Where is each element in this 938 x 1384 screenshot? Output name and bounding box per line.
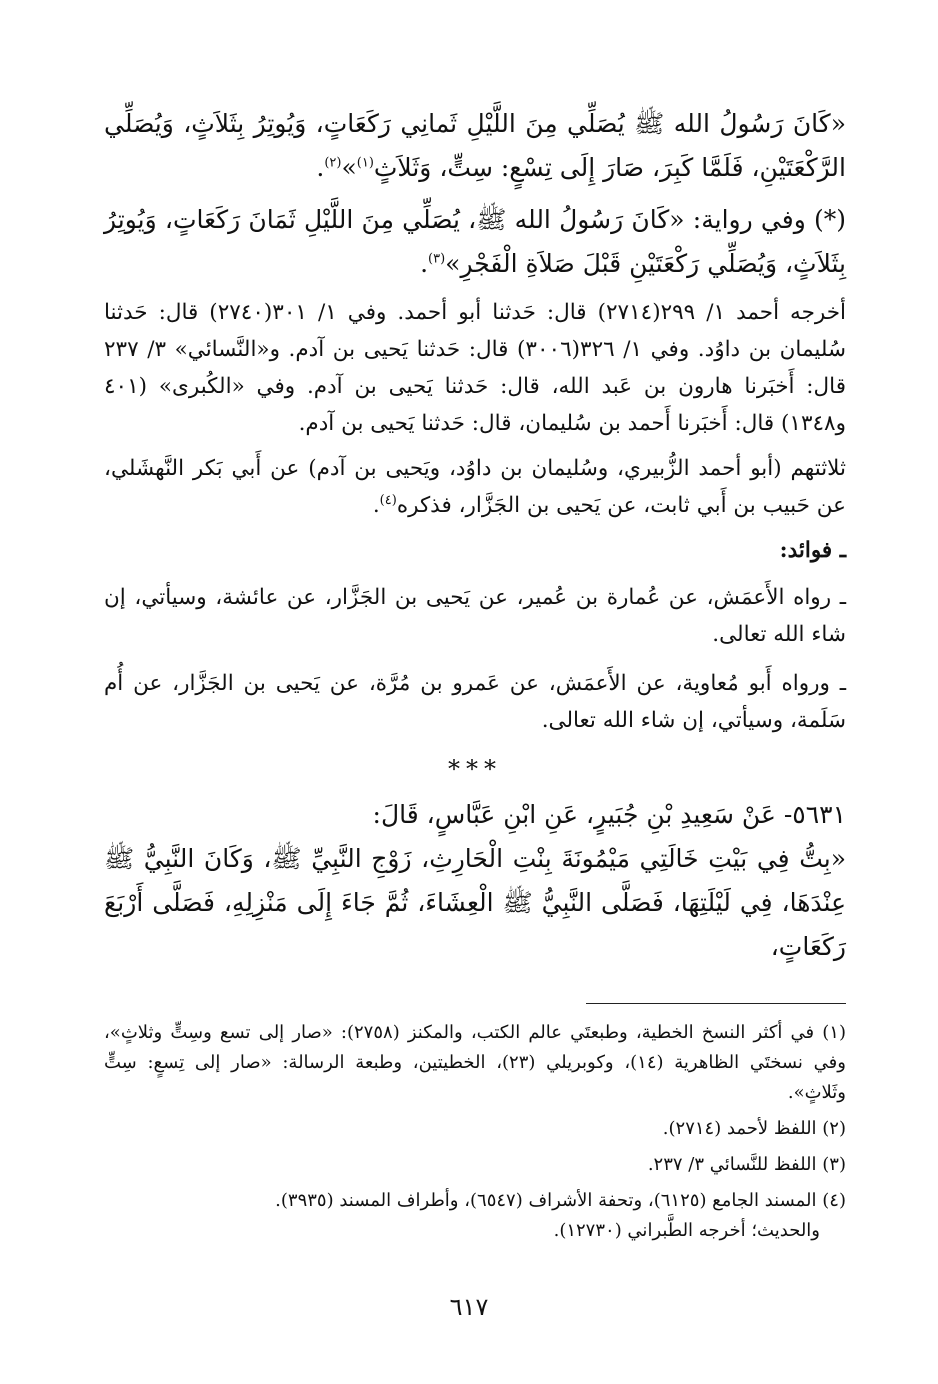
riwaya-main: (*) وفي رواية: «كَانَ رَسُولُ الله ﷺ، يُصَلِّي مِنَ اللَّيْلِ ثَمَانَ رَكَعَاتٍ، وَيُوتِرُ بِثَلاَثٍ، وَيُصَلِّي رَكْعَتَيْنِ قَبْلَ صَلاَةِ الْفَجْرِ» bbox=[104, 205, 846, 278]
faida-item-1: ـ رواه الأَعمَش، عن عُمارة بن عُمير، عن يَحيى بن الجَزَّار، عن عائشة، وسيأتي، إن شاء الله تعالى. bbox=[104, 585, 846, 647]
next-hadith-text: «بِتُّ فِي بَيْتِ خَالَتِي مَيْمُونَةَ بِنْتِ الْحَارِثِ، زَوْجِ النَّبِيِّ ﷺ، وَكَانَ النَّبِيُّ ﷺ عِنْدَهَا، فِي لَيْلَتِهَا، فَصَلَّى النَّبِيُّ ﷺ الْعِشَاءَ، ثُمَّ جَاءَ إِلَى مَنْزِلِهِ، فَصَلَّى أَرْبَعَ رَكَعَاتٍ، bbox=[104, 844, 846, 961]
isnad-paragraph bbox=[104, 450, 846, 524]
isnad-period: . bbox=[372, 493, 380, 518]
footnote-marker-2[interactable]: (٢) bbox=[324, 155, 342, 171]
hadith-period: . bbox=[316, 153, 325, 182]
footnote-4-continuation: والحديث؛ أخرجه الطَّبراني (١٢٧٣٠). bbox=[553, 1220, 820, 1241]
takhrij-paragraph: أخرجه أحمد ١/ ٢٩٩(٢٧١٤) قال: حَدثنا أبو أحمد. وفي ١/ ٣٠١(٢٧٤٠) قال: حَدثنا سُليمان بن داوُد. وفي ١/ ٣٢٦(٣٠٠٦) قال: حَدثنا يَحيى بن آدم. و«النَّسائي» ٣/ ٢٣٧ قال: أَخبَرنا هارون بن عَبد الله، قال: حَدثنا يَحيى بن آدم. وفي «الكُبرى» (٤٠١ و١٣٤٨) قال: أَخبَرنا أَحمد بن سُليمان، قال: حَدثنا يَحيى بن آدم. bbox=[104, 300, 847, 436]
hadith-number-heading: ٥٦٣١- عَنْ سَعِيدِ بْنِ جُبَيرٍ، عَنِ ابْنِ عَبَّاسٍ، قَالَ: bbox=[372, 800, 846, 829]
section-separator: *** bbox=[448, 755, 502, 783]
footnote-4: (٤) المسند الجامع (٦١٢٥)، وتحفة الأشراف (٦٥٤٧)، وأطراف المسند (٣٩٣٥). bbox=[275, 1190, 846, 1211]
footnote-3: (٣) اللفظ للنَّسائي ٣/ ٢٣٧. bbox=[647, 1154, 846, 1175]
footnote-marker-1[interactable]: (١) bbox=[356, 155, 374, 171]
footnote-divider bbox=[586, 1003, 846, 1004]
hadith-text bbox=[104, 102, 846, 190]
faida-item-2: ـ ورواه أَبو مُعاوية، عن الأَعمَش، عن عَمرو بن مُرَّة، عن يَحيى بن الجَزَّار، عن أُم سَلَمة، وسيأتي، إن شاء الله تعالى. bbox=[104, 671, 846, 733]
fawaid-heading: ـ فوائد: bbox=[779, 538, 846, 563]
footnotes-section bbox=[104, 1018, 846, 1252]
riwaya-period: . bbox=[420, 249, 429, 278]
hadith-close-quote: » bbox=[341, 153, 357, 182]
riwaya-text bbox=[104, 198, 846, 286]
footnote-1: (١) في أكثر النسخ الخطية، وطبعتَي عالم الكتب، والمكنز (٢٧٥٨): «صار إلى تسع وسِتٍّ وثلاثٍ»، وفي نسختَي الظاهرية (١٤)، وكوبريلي (٢٣)، الخطيتين، وطبعة الرسالة: «صار إلى تِسعٍ: سِتٍّ وثَلاثٍ». bbox=[104, 1022, 846, 1103]
footnote-marker-4[interactable]: (٤) bbox=[379, 492, 397, 508]
hadith-main: «كَانَ رَسُولُ الله ﷺ يُصَلِّي مِنَ اللَّيْلِ ثَمانِي رَكَعَاتٍ، وَيُوتِرُ بِثَلاَثٍ، وَيُصَلِّي الرَّكْعَتَيْنِ، فَلَمَّا كَبِرَ، صَارَ إِلَى تِسْعٍ: سِتٍّ، وَثَلاَثٍ bbox=[104, 109, 846, 182]
isnad-main: ثلاثتهم (أبو أحمد الزُّبيري، وسُليمان بن داوُد، ويَحيى بن آدم) عن أَبي بَكر النَّهشَلي، عن حَبيب بن أَبي ثابت، عن يَحيى بن الجَزَّار، فذكره bbox=[104, 456, 846, 518]
page-number: ٦١٧ bbox=[449, 1293, 489, 1321]
footnote-marker-3[interactable]: (٣) bbox=[428, 251, 446, 267]
footnote-2: (٢) اللفظ لأحمد (٢٧١٤). bbox=[662, 1118, 846, 1139]
